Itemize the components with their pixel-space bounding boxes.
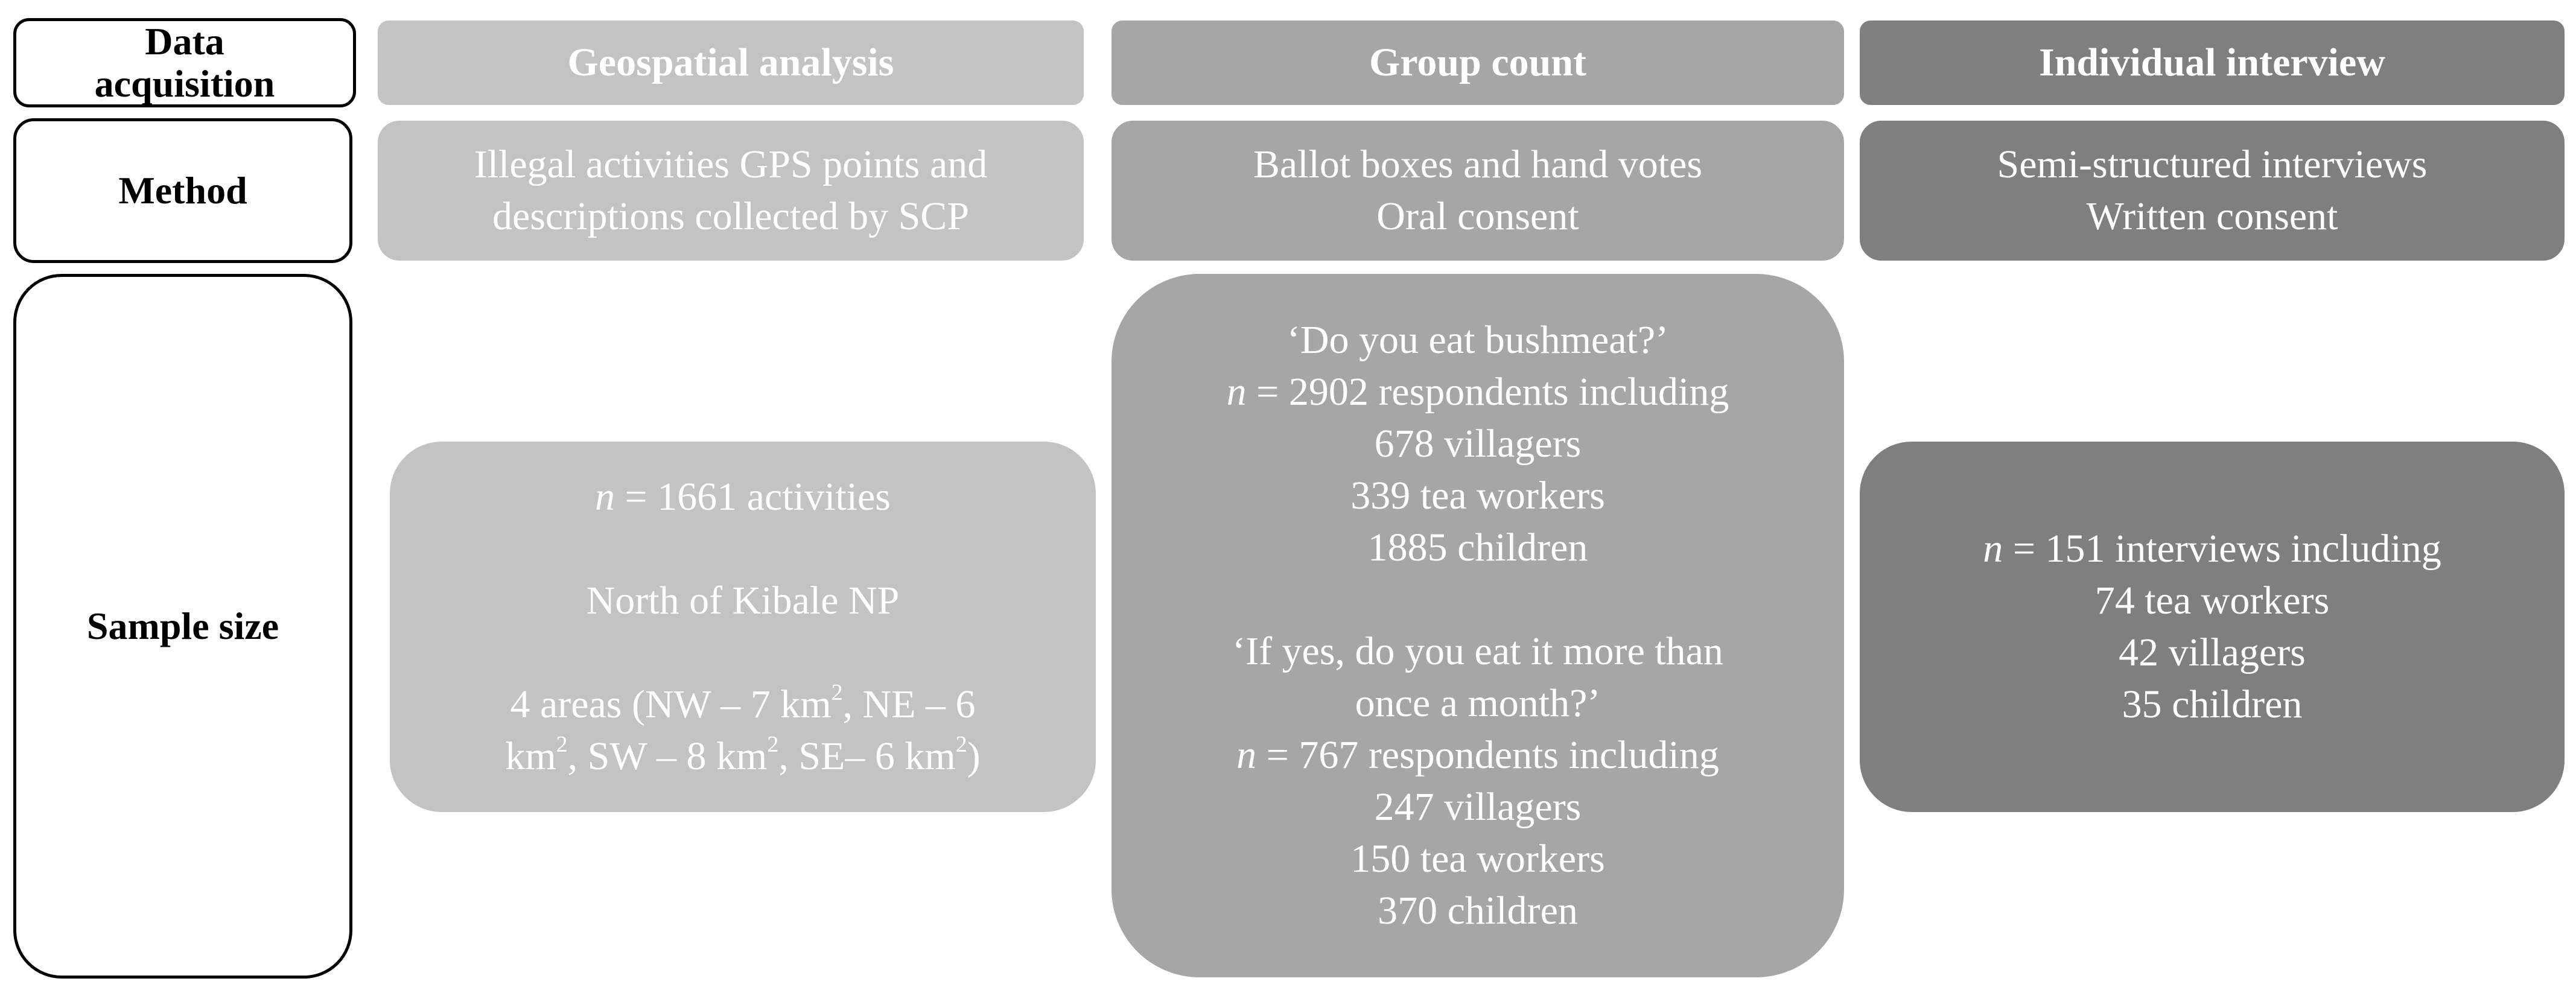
sample-geospatial-n-text: = 1661 activities <box>615 475 891 519</box>
areas-text: ) <box>967 734 981 778</box>
header-group-count-text: Group count <box>1369 40 1587 84</box>
n-symbol: n <box>1236 733 1257 777</box>
method-group-count <box>1109 118 1846 263</box>
sample-group-count <box>1109 271 1846 980</box>
q2-n <box>1236 729 1719 781</box>
superscript: 2 <box>831 680 843 705</box>
method-geospatial-line2: descriptions collected by SCP <box>492 194 970 238</box>
sample-interview-item: 42 villagers <box>2119 630 2306 674</box>
row-label-data-acquisition-line2: acquisition <box>94 62 275 105</box>
areas-text: 4 areas (NW – 7 km <box>510 682 832 726</box>
row-label-method-text: Method <box>118 169 247 212</box>
sample-interview-n <box>1983 523 2441 575</box>
row-label-method <box>13 118 352 263</box>
sample-interview-n-text: = 151 interviews including <box>2003 527 2441 571</box>
sample-interview-item: 74 tea workers <box>2094 579 2330 623</box>
q1-question: ‘Do you eat bushmeat?’ <box>1286 318 1669 362</box>
method-group-count-line2: Oral consent <box>1376 194 1579 238</box>
q2-n-text: = 767 respondents including <box>1256 733 1719 777</box>
q1-item: 678 villagers <box>1374 422 1582 466</box>
header-geospatial-analysis <box>375 18 1086 107</box>
q1-n-text: = 2902 respondents including <box>1246 370 1729 414</box>
row-label-sample-size <box>13 274 352 979</box>
header-geospatial-analysis-text: Geospatial analysis <box>567 40 894 84</box>
sample-interview-item: 35 children <box>2122 682 2303 726</box>
areas-text: km <box>505 734 556 778</box>
method-geospatial-line1: Illegal activities GPS points and <box>474 142 988 186</box>
superscript: 2 <box>767 732 779 757</box>
q2-item: 370 children <box>1378 889 1578 933</box>
areas-text: , SE– 6 km <box>778 734 956 778</box>
superscript: 2 <box>556 732 568 757</box>
q2-item: 150 tea workers <box>1350 837 1605 881</box>
sample-geospatial-location: North of Kibale NP <box>586 579 900 623</box>
q1-item: 1885 children <box>1367 525 1588 570</box>
areas-text: , NE – 6 <box>842 682 976 726</box>
sample-geospatial-areas-line2 <box>505 731 980 782</box>
sample-individual-interview <box>1857 439 2567 814</box>
areas-text: , SW – 8 km <box>567 734 768 778</box>
n-symbol: n <box>1983 527 2003 571</box>
q2-question-line1: ‘If yes, do you eat it more than <box>1232 629 1723 673</box>
n-symbol: n <box>595 475 615 519</box>
row-label-data-acquisition <box>13 18 356 107</box>
method-individual-interview <box>1857 118 2567 263</box>
n-symbol: n <box>1226 370 1247 414</box>
q1-item: 339 tea workers <box>1350 474 1605 518</box>
method-group-count-line1: Ballot boxes and hand votes <box>1253 142 1703 186</box>
method-individual-interview-line1: Semi-structured interviews <box>1997 142 2428 186</box>
header-individual-interview <box>1857 18 2567 107</box>
superscript: 2 <box>955 732 967 757</box>
method-individual-interview-line2: Written consent <box>2086 194 2338 238</box>
sample-geospatial-n <box>595 471 891 523</box>
sample-geospatial <box>387 439 1098 814</box>
q1-n <box>1227 366 1729 418</box>
sample-geospatial-areas-line1 <box>510 679 975 731</box>
method-geospatial <box>375 118 1086 263</box>
q2-item: 247 villagers <box>1374 785 1582 829</box>
row-label-data-acquisition-line1: Data <box>145 20 224 63</box>
header-group-count <box>1109 18 1846 107</box>
header-individual-interview-text: Individual interview <box>2039 40 2385 84</box>
row-label-sample-size-text: Sample size <box>86 605 279 647</box>
q2-question-line2: once a month?’ <box>1355 681 1601 725</box>
